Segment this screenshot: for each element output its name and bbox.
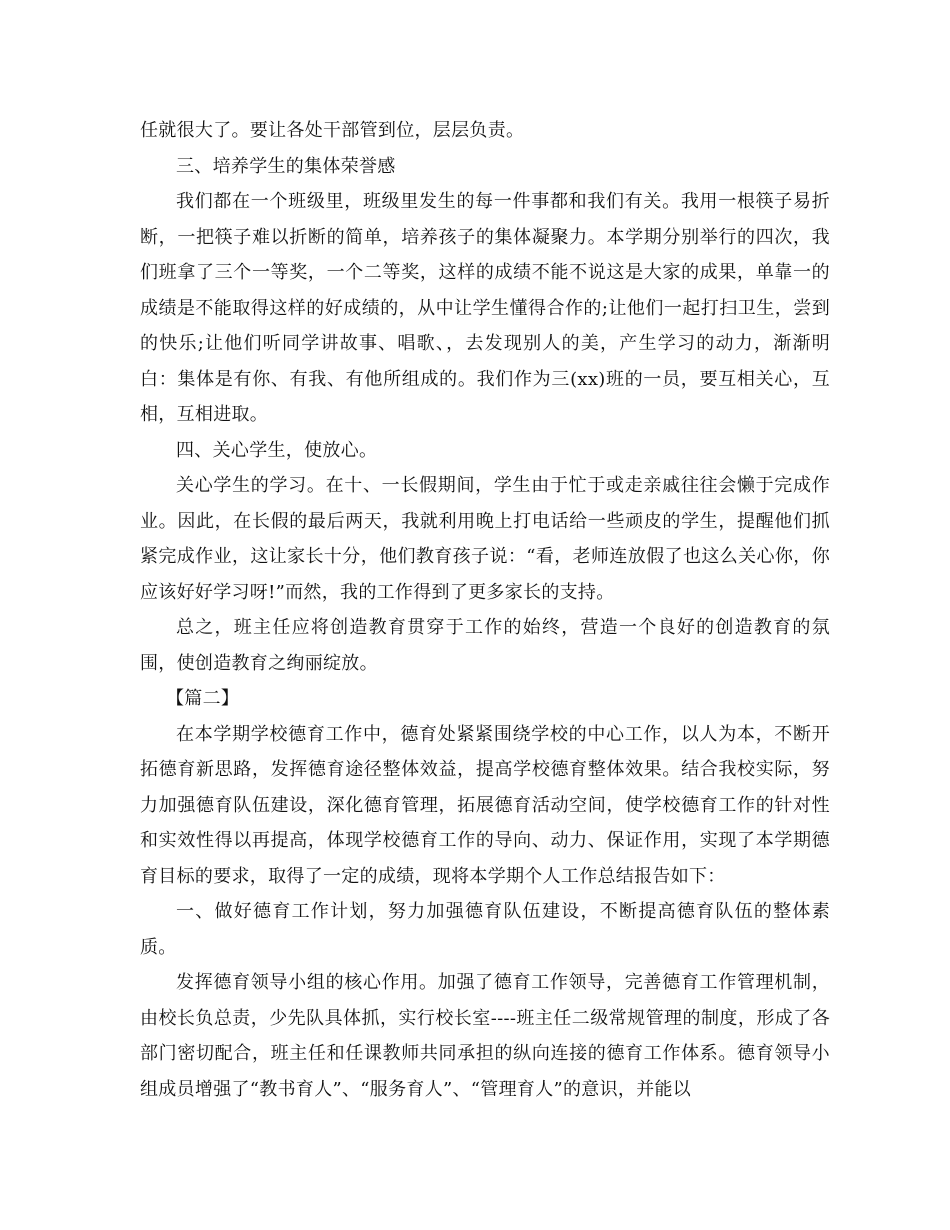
paragraph-intro-part-two: 在本学期学校德育工作中，德育处紧紧围绕学校的中心工作，以人为本，不断开拓德育新思路，发挥德育途径整体效益，提高学校德育整体效果。结合我校实际，努力加强德育队伍建设，深化德育管理，拓展德育活动空间，使学校德育工作的针对性和实效性得以再提高，体现学校德育工作的导向、动力、保证作用，实现了本学期德育目标的要求，取得了一定的成绩，现将本学期个人工作总结报告如下：	[140, 723, 830, 887]
section-heading-three: 三、培养学生的集体荣誉感	[176, 155, 396, 177]
paragraph-collective-honor: 我们都在一个班级里，班级里发生的每一件事都和我们有关。我用一根筷子易折断，一把筷子难以折断的简单，培养孩子的集体凝聚力。本学期分别举行的四次，我们班拿了三个一等奖，一个二等奖，这样的成绩不能不说这是大家的成果，单靠一的成绩是不能取得这样的好成绩的，从中让学生懂得合作的;让他们一起打扫卫生，尝到的快乐;让他们听同学讲故事、唱歌、，去发现别人的美，产生学习的动力，渐渐明白：集体是有你、有我、有他所组成的。我们作为三(xx)班的一员，要互相关心，互相，互相进取。	[140, 191, 830, 425]
part-two-label: 【篇二】	[166, 688, 240, 709]
document-body	[140, 113, 830, 1107]
section-heading-one: 一、做好德育工作计划，努力加强德育队伍建设，不断提高德育队伍的整体素质。	[140, 901, 830, 958]
paragraph-conclusion: 总之，班主任应将创造教育贯穿于工作的始终，营造一个良好的创造教育的氛围，使创造教育之绚丽绽放。	[140, 617, 830, 674]
paragraph-leadership-group: 发挥德育领导小组的核心作用。加强了德育工作领导，完善德育工作管理机制，由校长负总责，少先队具体抓，实行校长室----班主任二级常规管理的制度，形成了各部门密切配合，班主任和任课教师共同承担的纵向连接的德育工作体系。德育领导小组成员增强了“教书育人”、“服务育人”、“管理育人”的意识，并能以	[140, 972, 830, 1100]
paragraph-care-students: 关心学生的学习。在十、一长假期间，学生由于忙于或走亲戚往往会懒于完成作业。因此，在长假的最后两天，我就利用晚上打电话给一些顽皮的学生，提醒他们抓紧完成作业，这让家长十分，他们教育孩子说：“看，老师连放假了也这么关心你，你应该好好学习呀!”而然，我的工作得到了更多家长的支持。	[140, 475, 830, 603]
paragraph-continuation: 任就很大了。要让各处干部管到位，层层负责。	[140, 120, 525, 141]
section-heading-four: 四、关心学生，使放心。	[176, 439, 378, 461]
